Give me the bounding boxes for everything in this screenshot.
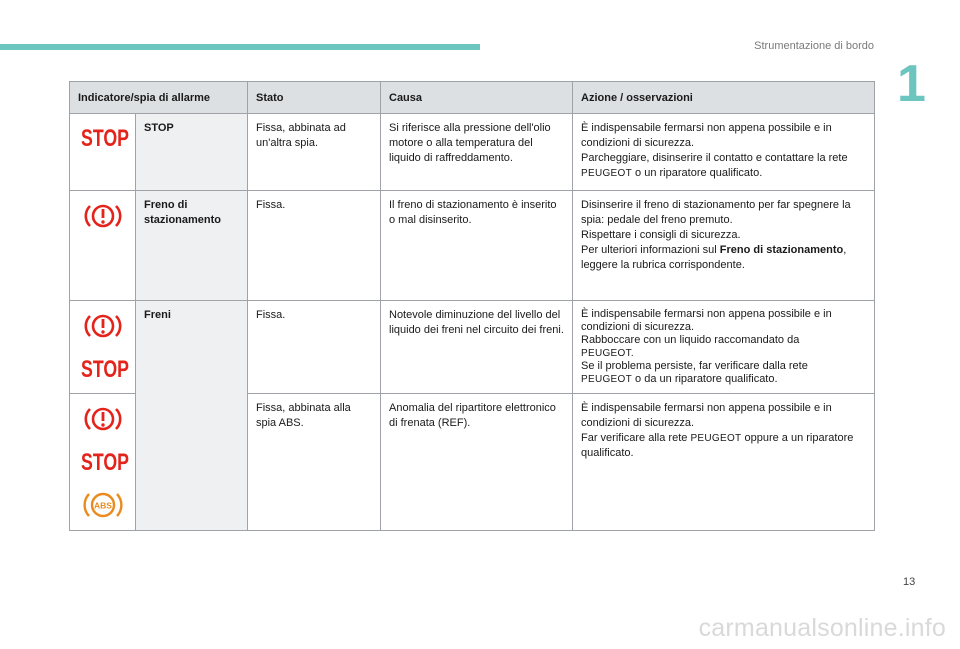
page-number: 13 xyxy=(903,576,916,588)
action-text: PEUGEOT o da un riparatore qualificato. xyxy=(581,373,778,385)
warning-lights-table xyxy=(69,81,875,531)
indicator-name: STOP xyxy=(136,114,248,191)
svg-text:ABS: ABS xyxy=(93,500,112,511)
column-header-action: Azione / osservazioni xyxy=(573,82,875,114)
chapter-number: 1 xyxy=(897,55,926,113)
action-text: Rispettare i consigli di sicurezza. xyxy=(581,229,741,241)
action-cell xyxy=(573,191,875,301)
indicator-name: Freni xyxy=(136,301,248,531)
stop-icon xyxy=(78,448,132,474)
action-text: È indispensabile fermarsi non appena possibile e in condizioni di sicurezza. xyxy=(581,122,832,149)
cause-cell: Anomalia del ripartitore elettronico di frenata (REF). xyxy=(381,394,573,531)
table-header-row xyxy=(70,82,875,114)
column-header-state: Stato xyxy=(248,82,381,114)
watermark: carmanualsonline.info xyxy=(698,614,946,642)
indicator-icon-cell xyxy=(70,301,136,394)
action-text: Disinserire il freno di stazionamento per far spegnere la spia: pedale del freno premuto. xyxy=(581,199,851,226)
table-row xyxy=(70,301,875,394)
state-cell: Fissa. xyxy=(248,191,381,301)
brake-warning-icon xyxy=(83,404,123,434)
state-cell: Fissa, abbinata ad un'altra spia. xyxy=(248,114,381,191)
state-cell: Fissa. xyxy=(248,301,381,394)
stop-icon xyxy=(78,355,132,381)
svg-text:STOP: STOP xyxy=(81,356,129,383)
header-accent-bar xyxy=(0,44,480,50)
cause-cell: Notevole diminuzione del livello del liquido dei freni nel circuito dei freni. xyxy=(381,301,573,394)
table-row xyxy=(70,114,875,191)
indicator-icon-cell xyxy=(70,191,136,301)
action-text: Se il problema persiste, far verificare dalla rete xyxy=(581,360,808,372)
indicator-name: Freno di stazionamento xyxy=(136,191,248,301)
action-text: Far verificare alla rete PEUGEOT oppure a un riparatore qualificato. xyxy=(581,432,854,459)
indicator-icon-cell xyxy=(70,114,136,191)
cause-cell: Si riferisce alla pressione dell'olio motore o alla temperatura del liquido di raffreddamento. xyxy=(381,114,573,191)
action-text: Parcheggiare, disinserire il contatto e contattare la rete PEUGEOT o un riparatore qualificato. xyxy=(581,152,848,179)
action-text: Per ulteriori informazioni sul Freno di stazionamento, leggere la rubrica corrispondente. xyxy=(581,244,847,271)
column-header-indicator: Indicatore/spia di allarme xyxy=(70,82,248,114)
action-text: PEUGEOT. xyxy=(581,348,634,359)
action-cell xyxy=(573,114,875,191)
indicator-icon-cell xyxy=(70,394,136,531)
brake-warning-icon xyxy=(83,201,123,231)
action-text: È indispensabile fermarsi non appena possibile e in condizioni di sicurezza. xyxy=(581,402,832,429)
state-cell: Fissa, abbinata alla spia ABS. xyxy=(248,394,381,531)
svg-text:STOP: STOP xyxy=(81,449,129,476)
table-row xyxy=(70,191,875,301)
column-header-cause: Causa xyxy=(381,82,573,114)
stop-icon xyxy=(78,124,132,150)
abs-icon xyxy=(84,488,122,522)
brake-warning-icon xyxy=(83,311,123,341)
cause-cell: Il freno di stazionamento è inserito o mal disinserito. xyxy=(381,191,573,301)
action-cell xyxy=(573,394,875,531)
action-text: È indispensabile fermarsi non appena possibile e in condizioni di sicurezza. xyxy=(581,308,832,333)
action-cell xyxy=(573,301,875,394)
section-title: Strumentazione di bordo xyxy=(754,40,874,52)
action-text: Rabboccare con un liquido raccomandato da xyxy=(581,334,800,346)
svg-text:STOP: STOP xyxy=(81,125,129,152)
